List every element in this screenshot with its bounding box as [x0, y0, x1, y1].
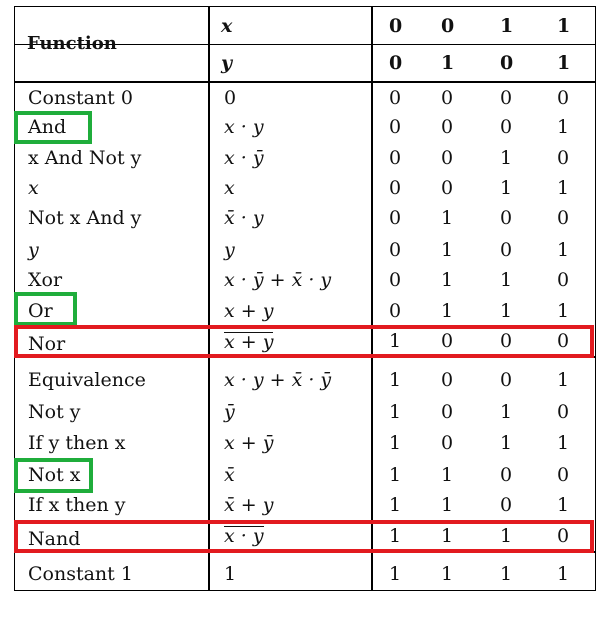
row-value: 1: [441, 563, 454, 585]
row-function-x: x: [28, 177, 39, 199]
overbar-expression: x · y: [224, 525, 264, 547]
column-divider-expression: [371, 6, 373, 591]
row-value: 0: [441, 87, 454, 109]
row-value: 1: [441, 239, 454, 261]
row-value: 0: [500, 207, 513, 229]
column-divider-function: [208, 6, 210, 591]
row-function-y: y: [28, 239, 39, 261]
row-function-x-and-not-y: x And Not y: [28, 147, 142, 169]
row-value: 0: [441, 116, 454, 138]
row-function-or: Or: [28, 300, 53, 322]
row-expr-xor: x · ȳ + x̄ · y: [224, 269, 332, 291]
row-function-nor: Nor: [28, 333, 66, 355]
row-value: 1: [557, 300, 570, 322]
row-value: 0: [441, 177, 454, 199]
row-value: 1: [441, 525, 454, 547]
row-expr-not-x-and-y: x̄ · y: [224, 207, 264, 229]
row-value: 0: [500, 369, 513, 391]
row-function-if-y-then-x: If y then x: [28, 432, 126, 454]
row-value: 1: [500, 269, 513, 291]
row-value: 1: [389, 330, 402, 352]
row-function-not-y: Not y: [28, 401, 81, 423]
y-value-4: 1: [557, 52, 571, 74]
row-value: 1: [389, 464, 402, 486]
row-value: 0: [500, 464, 513, 486]
row-value: 1: [500, 563, 513, 585]
row-function-nand: Nand: [28, 528, 81, 550]
row-function-and: And: [28, 116, 67, 138]
row-function-constant-0: Constant 0: [28, 87, 133, 109]
row-value: 1: [389, 401, 402, 423]
x-value-4: 1: [557, 15, 571, 37]
row-expr-or: x + y: [224, 300, 274, 322]
row-value: 0: [389, 147, 402, 169]
row-value: 1: [557, 369, 570, 391]
row-value: 1: [500, 432, 513, 454]
row-function-equivalence: Equivalence: [28, 369, 146, 391]
row-function-constant-1: Constant 1: [28, 563, 133, 585]
row-value: 0: [557, 87, 570, 109]
highlight-box-or: [14, 292, 77, 326]
row-value: 1: [500, 525, 513, 547]
row-value: 1: [557, 563, 570, 585]
y-value-3: 0: [500, 52, 514, 74]
row-value: 0: [441, 147, 454, 169]
row-expr-if-x-then-y: x̄ + y: [224, 494, 274, 516]
highlight-box-and: [14, 111, 92, 144]
x-value-2: 0: [441, 15, 455, 37]
row-value: 1: [557, 116, 570, 138]
row-expr-x: x: [224, 177, 235, 199]
row-expr-if-y-then-x: x + ȳ: [224, 432, 274, 454]
row-value: 0: [441, 369, 454, 391]
row-value: 1: [441, 300, 454, 322]
row-value: 1: [557, 432, 570, 454]
row-value: 0: [557, 464, 570, 486]
row-value: 0: [500, 116, 513, 138]
row-value: 0: [389, 177, 402, 199]
x-value-3: 1: [500, 15, 514, 37]
row-value: 0: [441, 432, 454, 454]
row-value: 1: [441, 494, 454, 516]
row-expr-x-and-not-y: x · ȳ: [224, 147, 264, 169]
row-value: 1: [389, 525, 402, 547]
row-value: 0: [557, 207, 570, 229]
header-bottom-rule: [14, 81, 596, 83]
row-value: 1: [441, 207, 454, 229]
highlight-box-nor: [14, 325, 594, 358]
row-value: 1: [500, 147, 513, 169]
row-value: 0: [557, 525, 570, 547]
row-value: 0: [441, 401, 454, 423]
row-value: 0: [500, 239, 513, 261]
row-value: 0: [500, 494, 513, 516]
overbar-expression: x + y: [224, 331, 274, 353]
row-value: 0: [389, 300, 402, 322]
row-expr-not-y: ȳ: [224, 401, 235, 423]
row-value: 1: [389, 494, 402, 516]
x-value-1: 0: [389, 15, 403, 37]
row-value: 0: [389, 239, 402, 261]
row-expr-equivalence: x · y + x̄ · ȳ: [224, 369, 332, 391]
row-expr-and: x · y: [224, 116, 264, 138]
row-value: 0: [389, 269, 402, 291]
row-value: 1: [557, 494, 570, 516]
row-value: 1: [389, 369, 402, 391]
row-value: 1: [441, 269, 454, 291]
row-value: 1: [389, 563, 402, 585]
row-expr-y: y: [224, 239, 235, 261]
y-header: y: [221, 52, 233, 74]
row-value: 0: [500, 330, 513, 352]
row-value: 0: [441, 330, 454, 352]
row-value: 0: [389, 207, 402, 229]
row-expr-not-x: x̄: [224, 464, 235, 486]
row-value: 0: [389, 116, 402, 138]
row-expr-constant-0: 0: [224, 87, 237, 109]
row-function-if-x-then-y: If x then y: [28, 494, 126, 516]
function-header: Function: [27, 33, 117, 54]
row-value: 1: [441, 464, 454, 486]
x-header: x: [221, 15, 233, 37]
row-value: 1: [500, 401, 513, 423]
row-value: 1: [500, 177, 513, 199]
row-value: 1: [389, 432, 402, 454]
row-value: 0: [389, 87, 402, 109]
highlight-box-nand: [14, 520, 594, 553]
row-value: 0: [557, 269, 570, 291]
row-function-xor: Xor: [28, 269, 63, 291]
row-value: 0: [557, 401, 570, 423]
row-value: 0: [557, 147, 570, 169]
row-value: 0: [557, 330, 570, 352]
row-expr-constant-1: 1: [224, 563, 237, 585]
y-value-2: 1: [441, 52, 455, 74]
row-function-not-x-and-y: Not x And y: [28, 207, 142, 229]
y-value-1: 0: [389, 52, 403, 74]
highlight-box-not-x: [14, 458, 93, 493]
row-value: 1: [557, 177, 570, 199]
row-function-not-x: Not x: [28, 464, 81, 486]
row-value: 0: [500, 87, 513, 109]
row-value: 1: [500, 300, 513, 322]
row-value: 1: [557, 239, 570, 261]
